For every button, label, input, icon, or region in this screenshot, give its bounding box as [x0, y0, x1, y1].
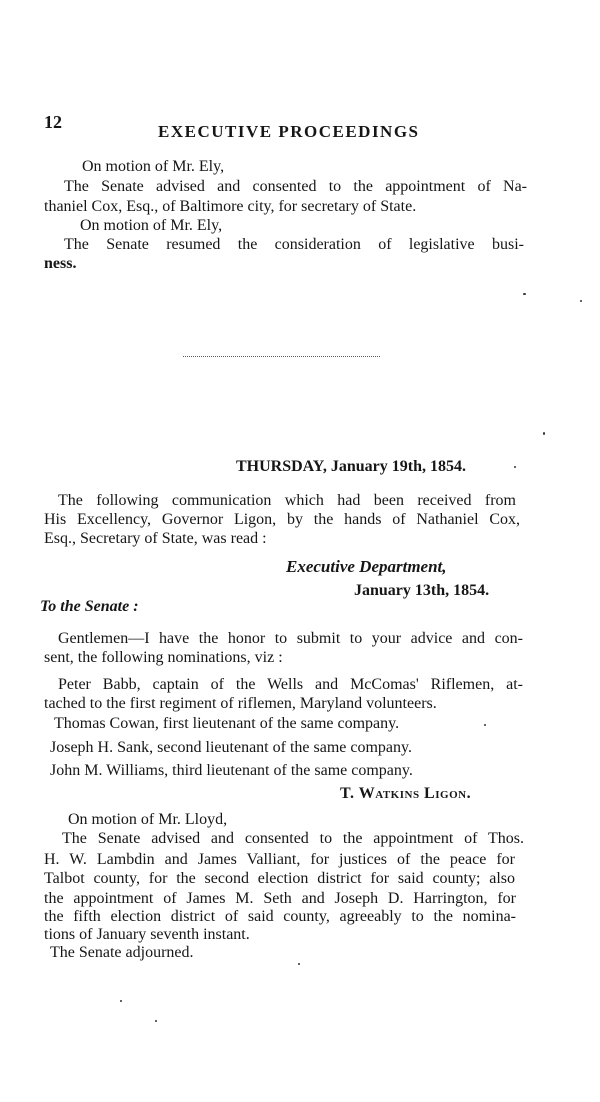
appointment-line-5: the fifth election district of said county, agreeably to the nomina-: [44, 908, 516, 925]
letter-body-line-2: sent, the following nominations, viz :: [44, 649, 283, 666]
motion-ely-1: On motion of Mr. Ely,: [82, 158, 225, 175]
nomination-1-line-1: Peter Babb, captain of the Wells and McComas' Riflemen, at-: [58, 676, 523, 693]
print-speck: [298, 963, 300, 965]
resumed-line-1: The Senate resumed the consideration of legislative busi-: [64, 236, 524, 253]
letter-date: January 13th, 1854.: [354, 582, 490, 599]
executive-department: Executive Department,: [286, 557, 447, 576]
motion-ely-2: On motion of Mr. Ely,: [80, 217, 223, 234]
communication-line-2: His Excellency, Governor Ligon, by the hands of Nathaniel Cox,: [44, 511, 520, 528]
communication-line-1: The following communication which had been received from: [58, 492, 516, 509]
print-speck: [155, 1020, 157, 1022]
print-speck: [484, 724, 486, 726]
page-number: 12: [44, 112, 62, 132]
nomination-1-line-2: tached to the first regiment of riflemen, Maryland volunteers.: [44, 695, 437, 712]
appointment-line-1: The Senate advised and consented to the appointment of Thos.: [62, 830, 524, 847]
letter-body-line-1: Gentlemen—I have the honor to submit to your advice and con-: [58, 630, 523, 647]
print-speck: [514, 466, 516, 468]
communication-line-3: Esq., Secretary of State, was read :: [44, 530, 267, 547]
appointment-line-2: H. W. Lambdin and James Valliant, for justices of the peace for: [44, 851, 515, 868]
senate-adjourned: The Senate adjourned.: [50, 944, 194, 961]
nomination-4: John M. Williams, third lieutenant of the same company.: [50, 762, 413, 779]
nomination-3: Joseph H. Sank, second lieutenant of the same company.: [50, 739, 412, 756]
resumed-line-2: ness.: [44, 255, 77, 272]
print-speck: [523, 293, 526, 295]
motion-lloyd: On motion of Mr. Lloyd,: [68, 811, 228, 828]
running-title: EXECUTIVE PROCEEDINGS: [158, 122, 420, 141]
appointment-line-3: Talbot county, for the second election district for said county; also: [44, 870, 515, 887]
print-speck: [120, 1000, 122, 1002]
advised-line-2: thaniel Cox, Esq., of Baltimore city, for secretary of State.: [44, 198, 417, 215]
nomination-2: Thomas Cowan, first lieutenant of the same company.: [54, 715, 400, 732]
appointment-line-6: tions of January seventh instant.: [44, 926, 250, 943]
appointment-line-4: the appointment of James M. Seth and Joseph D. Harrington, for: [44, 890, 516, 907]
date-heading: THURSDAY, January 19th, 1854.: [236, 458, 466, 475]
governor-signature: T. Watkins Ligon.: [340, 785, 472, 802]
section-divider: [183, 356, 380, 357]
salutation: To the Senate :: [40, 598, 139, 615]
advised-line-1: The Senate advised and consented to the appointment of Na-: [64, 178, 527, 195]
print-speck: [580, 300, 582, 302]
print-speck: [543, 432, 545, 435]
